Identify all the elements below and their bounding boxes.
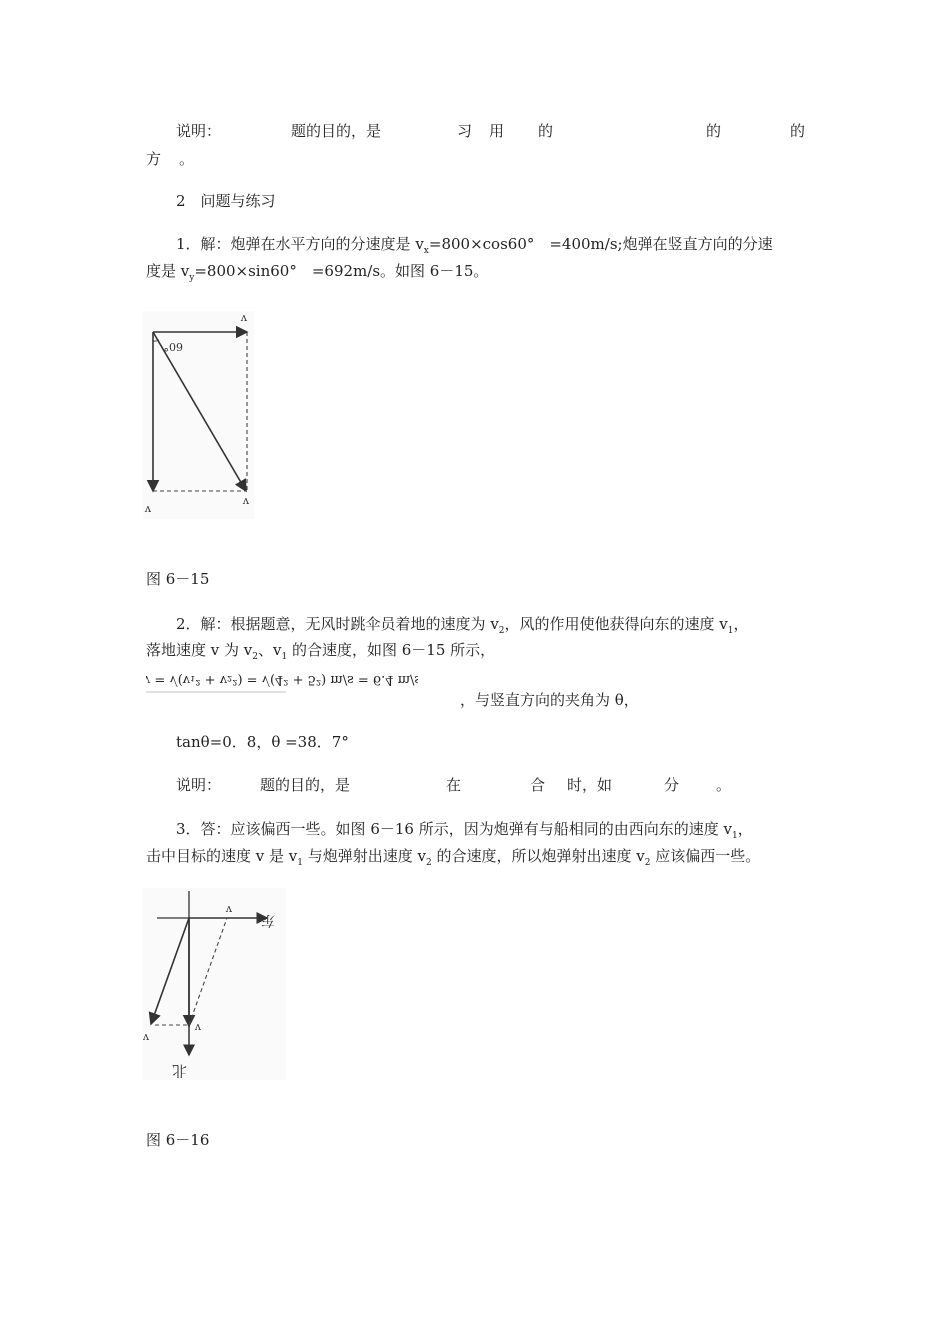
note2-fragment: 分 [664,776,680,794]
q1-text: 度是 v [146,262,190,280]
note2-line [176,775,776,795]
q2-sub: 1 [727,626,734,636]
q2-sub: 2 [498,626,505,636]
q3-sub: 1 [297,858,303,868]
speed-formula-image [146,670,418,694]
note1-fragment: 用 [489,122,505,140]
note2-fragment: 在 [446,776,462,794]
vy-label: v [144,503,151,516]
note1-line1 [176,121,816,141]
q2-line1 [176,614,749,634]
angle-label: 60° [163,340,183,353]
v-arrow [153,332,246,491]
v-label: v [242,495,249,508]
note1-fragment: 的 [706,122,722,140]
section-heading: 2 问题与练习 [176,192,276,210]
north-label: 北 [171,1062,187,1080]
east-label: 东 [261,912,275,928]
q1-line1 [176,234,773,254]
q2-sub: 2 [252,652,258,662]
note1-fragment: 的 [538,122,554,140]
figure-6-16 [143,888,286,1080]
q3-text: 3．答：应该偏西一些。如图 6－16 所示，因为炮弹有与船相同的由西向东的速度 v [176,820,732,838]
q1-sub: y [189,273,195,283]
note1-line2-end: 。 [179,150,195,168]
q2-line2 [146,640,495,660]
q2-text: 、v [258,641,282,659]
note2-fragment: 时，如 [567,776,613,794]
v1-label: v [225,903,232,916]
figure-6-15-caption: 图 6－15 [146,570,210,588]
note1-line2-start: 方 [146,150,162,168]
note1-fragment: 的 [790,122,806,140]
figure-6-15-diagram [143,311,254,519]
q3-text: 的合速度，所以炮弹射出速度 v [431,847,645,865]
v2-arrow [151,918,189,1024]
q3-line2 [146,846,760,866]
q2-text: ， [733,615,749,633]
figure-6-16-diagram [143,888,286,1080]
note1-line2 [146,149,194,169]
q2-text: ，风的作用使他获得向东的速度 v [504,615,728,633]
angle-arc [153,340,159,341]
q1-text: =800×cos60° =400m/s;炮弹在竖直方向的分速 [428,235,773,253]
note2-fragment: 题的目的，是 [260,776,351,794]
q3-text: 击中目标的速度 v 是 v [146,847,298,865]
figure-6-16-caption: 图 6－16 [146,1131,210,1149]
q3-line1 [176,819,753,839]
note1-label: 说明： [176,122,222,140]
q1-line2 [146,261,488,281]
v-label: v [194,1021,201,1034]
q3-sub: 2 [426,858,432,868]
q2-sub: 1 [281,652,288,662]
q1-sub: x [423,246,429,256]
q3-sub: 1 [731,831,738,841]
q3-text: 应该偏西一些。 [650,847,761,865]
q2-text: 2．解：根据题意，无风时跳伞员着地的速度为 v [176,615,499,633]
note1-fragment: 题的目的，是 [291,122,382,140]
dashed-line [189,918,227,1025]
q3-text: 与炮弹射出速度 v [303,847,427,865]
q1-text: 1．解：炮弹在水平方向的分速度是 v [176,235,424,253]
q2-text: 的合速度，如图 6－15 所示， [287,641,496,659]
q2-text: 落地速度 v 为 v [146,641,253,659]
tan-line: tanθ=0．8，θ =38．7° [176,733,349,751]
q3-text: ， [737,820,753,838]
note2-label: 说明： [176,776,222,794]
note1-fragment: 习 [457,122,473,140]
q3-sub: 2 [644,858,651,868]
speed-formula: v = √(v₁² + v₂²) = √(4² + 5²) m/s = 6.4 m/s [146,672,418,687]
q1-text: =800×sin60° =692m/s。如图 6－15。 [194,262,489,280]
q2-after-formula: ，与竖直方向的夹角为 θ， [460,691,639,709]
figure-6-15 [143,311,254,519]
v2-label: v [143,1031,149,1044]
vx-label: v [240,312,247,325]
note2-fragment: 合 [530,776,546,794]
note2-fragment: 。 [716,776,732,794]
